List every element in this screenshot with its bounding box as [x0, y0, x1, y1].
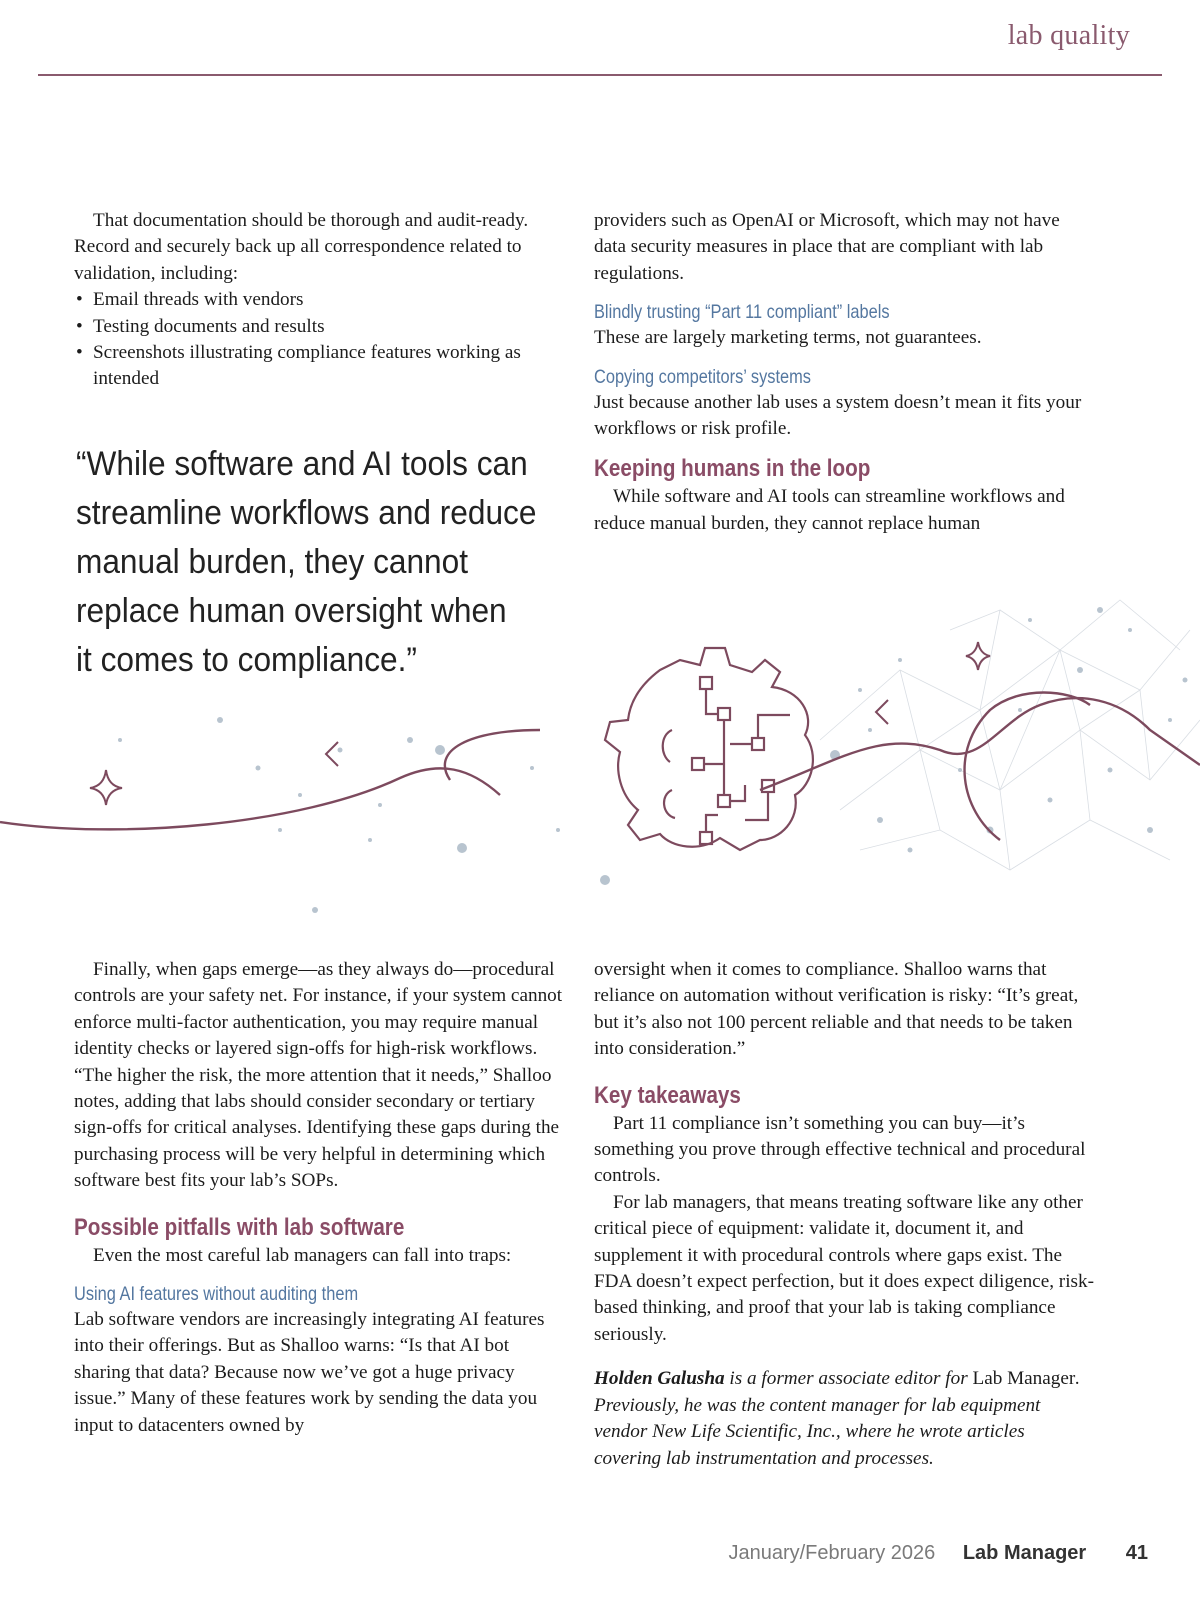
body-paragraph: Part 11 compliance isn’t something you can buy—it’s something you prove through effective technical and procedural controls. — [594, 1112, 1086, 1187]
page-footer — [728, 1542, 1148, 1565]
body-paragraph: oversight when it comes to compliance. Shalloo warns that reliance on automation without verification is risky: “It’s great, but it’s also not 100 percent reliable and that needs to be taken into consideration.” — [594, 959, 1079, 1060]
bullet-list — [74, 287, 566, 393]
body-paragraph: Even the most careful lab managers can fall into traps: — [93, 1244, 512, 1266]
page-number: 41 — [1125, 1542, 1148, 1564]
author-name: Holden Galusha — [594, 1368, 725, 1390]
list-item: • Screenshots illustrating compliance features working as intended — [74, 340, 566, 393]
body-paragraph: That documentation should be thorough and audit-ready. Record and securely back up all correspondence related to validation, including: — [74, 210, 529, 284]
bio-text: is a former associate editor for — [724, 1368, 973, 1390]
body-paragraph: These are largely marketing terms, not guarantees. — [594, 327, 982, 349]
body-paragraph: For lab managers, that means treating software like any other critical piece of equipment: validate it, document it, and supplement it with procedural controls where gaps exist. The FDA doesn’t expect perfection, but it does expect diligence, risk-based thinking, and proof that your lab is taking compliance seriously. — [594, 1191, 1094, 1345]
section-heading: Possible pitfalls with lab software — [74, 1213, 405, 1241]
subheading: Using AI features without auditing them — [74, 1283, 359, 1306]
network-mesh-graphic — [820, 600, 1200, 870]
flowing-line — [0, 693, 1200, 841]
publication-name: Lab Manager — [972, 1368, 1076, 1390]
section-heading: Key takeaways — [594, 1081, 741, 1109]
header-section-label: lab quality — [1007, 20, 1130, 51]
column-left-bottom — [74, 957, 566, 1439]
body-paragraph: While software and AI tools can streamline workflows and reduce manual burden, they cannot replace human — [594, 486, 1065, 534]
body-paragraph: providers such as OpenAI or Microsoft, which may not have data security measures in place that are compliant with lab regulations. — [594, 210, 1060, 284]
magazine-name: Lab Manager — [962, 1542, 1087, 1564]
pull-quote-line: it comes to compliance.” — [76, 641, 417, 679]
pull-quote-line: manual burden, they cannot — [76, 543, 469, 581]
column-right-bottom — [594, 957, 1094, 1472]
list-item: • Email threads with vendors — [74, 287, 566, 313]
subheading: Blindly trusting “Part 11 compliant” labels — [594, 301, 890, 324]
bio-text: . Previously, he was the content manager for lab equipment vendor New Life Scientific, Inc., where he wrote articles covering lab instrumentation and processes. — [594, 1368, 1081, 1469]
column-left-top — [74, 208, 566, 393]
section-heading: Keeping humans in the loop — [594, 455, 871, 483]
issue-date: January/February 2026 — [728, 1542, 936, 1564]
dot-particles — [118, 607, 1188, 913]
header-rule — [38, 74, 1162, 76]
pull-quote-line: “While software and AI tools can — [76, 445, 528, 483]
brain-gear-circuit-icon — [605, 648, 813, 850]
subheading: Copying competitors’ systems — [594, 365, 811, 388]
body-paragraph: Just because another lab uses a system doesn’t mean it fits your workflows or risk profile. — [594, 391, 1082, 440]
brain-gear-illustration — [0, 590, 1200, 940]
body-paragraph: Finally, when gaps emerge—as they always do—procedural controls are your safety net. For instance, if your system cannot enforce multi-factor authentication, you may require manual identity checks or layered sign-offs for high-risk workflows. “The higher the risk, the more attention that it needs,” Shalloo notes, adding that labs should consider secondary or tertiary sign-offs for critical analyses. Identifying these gaps during the purchasing process will be very helpful in determining which software best fits your lab’s SOPs. — [74, 959, 563, 1192]
column-right-top — [594, 208, 1094, 537]
body-paragraph: Lab software vendors are increasingly integrating AI features into their offerings. But as Shalloo warns: “Is that AI bot sharing that data? Because now we’ve got a huge privacy issue.” Many of these features work by sending the data you input to datacenters owned by — [74, 1309, 545, 1436]
pull-quote-line: replace human oversight when — [76, 592, 507, 630]
pull-quote-line: streamline workflows and reduce — [76, 494, 537, 532]
list-item: • Testing documents and results — [74, 314, 566, 340]
author-bio — [594, 1366, 1094, 1472]
sparkle-icon — [90, 642, 990, 805]
